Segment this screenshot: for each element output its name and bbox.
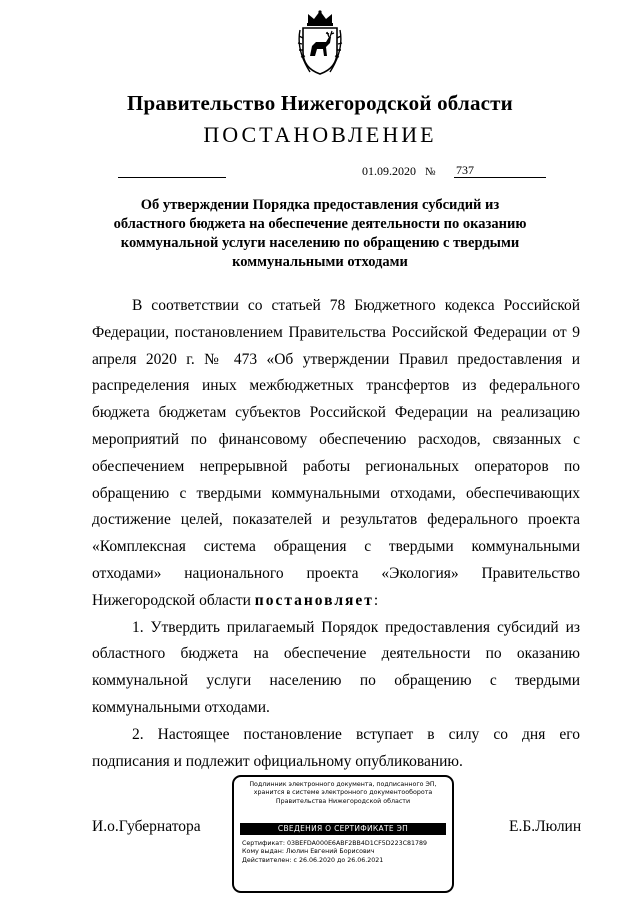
stamp-certificate-header: СВЕДЕНИЯ О СЕРТИФИКАТЕ ЭП — [240, 823, 446, 835]
stamp-issued-to: Кому выдан: Люлин Евгений Борисович — [242, 848, 375, 856]
number-sign: № — [425, 166, 436, 178]
preamble-paragraph — [92, 293, 580, 615]
item-2: 2. Настоящее постановление вступает в силу со дня его подписания и подлежит официальному опубликованию. — [92, 725, 580, 770]
stamp-certificate: Сертификат: 03BEFDA000E6ABF2BB4D1CF5D223C81789 — [242, 840, 428, 847]
preamble-text: В соответствии со статьей 78 Бюджетного кодекса Российской Федерации, постановлением Правительства Российской Федерации от 9 апреля 2020 г. № 473 «Об утверждении Правил предоставления и распределения иных межбюджетных трансфертов из федерального бюджета бюджетам субъектов Российской Федерации на реализацию мероприятий по финансовому обеспечению расходов, связанных с обеспечением непрерывной работы региональных операторов по обращению с твердыми коммунальными отходами, обеспечивающих достижение целей, показателей и результатов федерального проекта «Комплексная система обращения с твердыми коммунальными отходами» национального проекта «Экология» Правительство Нижегородской области — [92, 297, 580, 609]
item-1: 1. Утвердить прилагаемый Порядок предоставления субсидий из областного бюджета на обеспечение деятельности по оказанию коммунальной услуги населению по обращению с твердыми коммунальными отходами. — [92, 618, 580, 716]
signature-date-line — [118, 177, 226, 178]
signer-name: Е.Б.Люлин — [509, 818, 582, 835]
resolves-word: постановляет — [254, 591, 374, 609]
document-date: 01.09.2020 — [362, 164, 416, 178]
document-type: ПОСТАНОВЛЕНИЕ — [203, 122, 437, 147]
resolves-colon: : — [373, 591, 379, 609]
coat-of-arms-icon — [296, 10, 344, 76]
document-heading: Об утверждении Порядка предоставления субсидий из областного бюджета на обеспечение деятельности по оказанию коммунальной услуги населению по обращению с твердыми коммунальными отходами — [113, 197, 527, 270]
e-signature-stamp — [232, 775, 454, 893]
document-body — [92, 293, 580, 775]
stamp-valid: Действителен: с 26.06.2020 до 26.06.2021 — [242, 856, 384, 864]
stamp-note: Подлинник электронного документа, подписанного ЭП, хранится в системе электронного документооборота Правительства Нижегородской области — [249, 781, 437, 805]
stamp-details — [242, 840, 446, 865]
signer-title: И.о.Губернатора — [92, 818, 201, 835]
government-name: Правительство Нижегородской области — [127, 91, 513, 115]
document-number: 737 — [454, 163, 546, 178]
